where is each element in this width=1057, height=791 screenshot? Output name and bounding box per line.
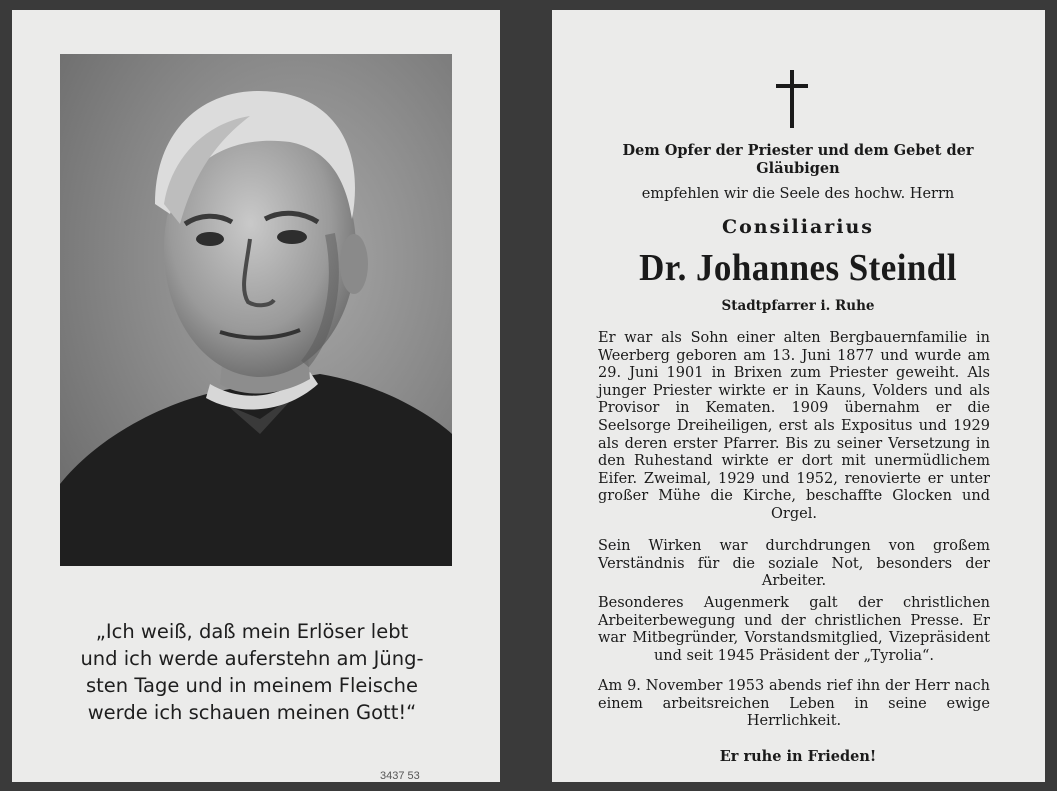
portrait-illustration <box>60 54 452 566</box>
quote-line: „Ich weiß, daß mein Erlöser lebt <box>95 620 409 643</box>
cross-icon <box>774 70 810 128</box>
dedication-text: Dem Opfer der Priester und dem Gebet der Gläubigen <box>622 142 974 177</box>
quote-line: sten Tage und in meinem Fleische <box>85 674 419 697</box>
quote-line: werde ich schauen meinen Gott!“ <box>87 701 417 724</box>
memorial-card-front <box>12 10 500 782</box>
deceased-name: Dr. Johannes Steindl <box>639 247 957 289</box>
deceased-position: Stadtpfarrer i. Ruhe <box>721 298 875 314</box>
biography-paragraph: Besonderes Augenmerk galt der christlichen Arbeiterbewegung und der christlichen Presse. Er war Mitbegründer, Vorstandsmitglied, Vizepräsident und seit 1945 Präsident der „Tyrolia“. <box>598 595 990 664</box>
biography-paragraph: Er war als Sohn einer alten Bergbauernfamilie in Weerberg geboren am 13. Juni 1877 und wurde am 29. Juni 1901 in Brixen zum Priester geweiht. Als junger Priester wirkte er in Kauns, Volders und als Provisor in Kematen. 1909 übernahm er die Seelsorge Dreiheiligen, erst als Expositus und 1929 als deren erster Pfarrer. Bis zu seiner Versetzung in den Ruhestand wirkte er dort mit unermüdlichem Eifer. Zweimal, 1929 und 1952, renovierte er unter großer Mühe die Kirche, beschaffte Glocken und Orgel. <box>598 330 990 522</box>
quote-line: und ich werde auferstehn am Jüng- <box>80 647 424 670</box>
biography-paragraph: Am 9. November 1953 abends rief ihn der Herr nach einem arbeitsreichen Leben in seine ewige Herrlichkeit. <box>598 678 990 730</box>
commendation-text: empfehlen wir die Seele des hochw. Herrn <box>641 186 955 202</box>
honorific-title: Consiliarius <box>721 216 874 238</box>
portrait-photo <box>60 54 452 566</box>
biography-paragraph: Sein Wirken war durchdrungen von großem Verständnis für die soziale Not, besonders der Arbeiter. <box>598 538 990 590</box>
scripture-quote <box>42 618 462 726</box>
memorial-card-back <box>552 10 1045 782</box>
print-code: 3437 53 <box>380 770 420 782</box>
closing-blessing: Er ruhe in Frieden! <box>719 748 877 765</box>
